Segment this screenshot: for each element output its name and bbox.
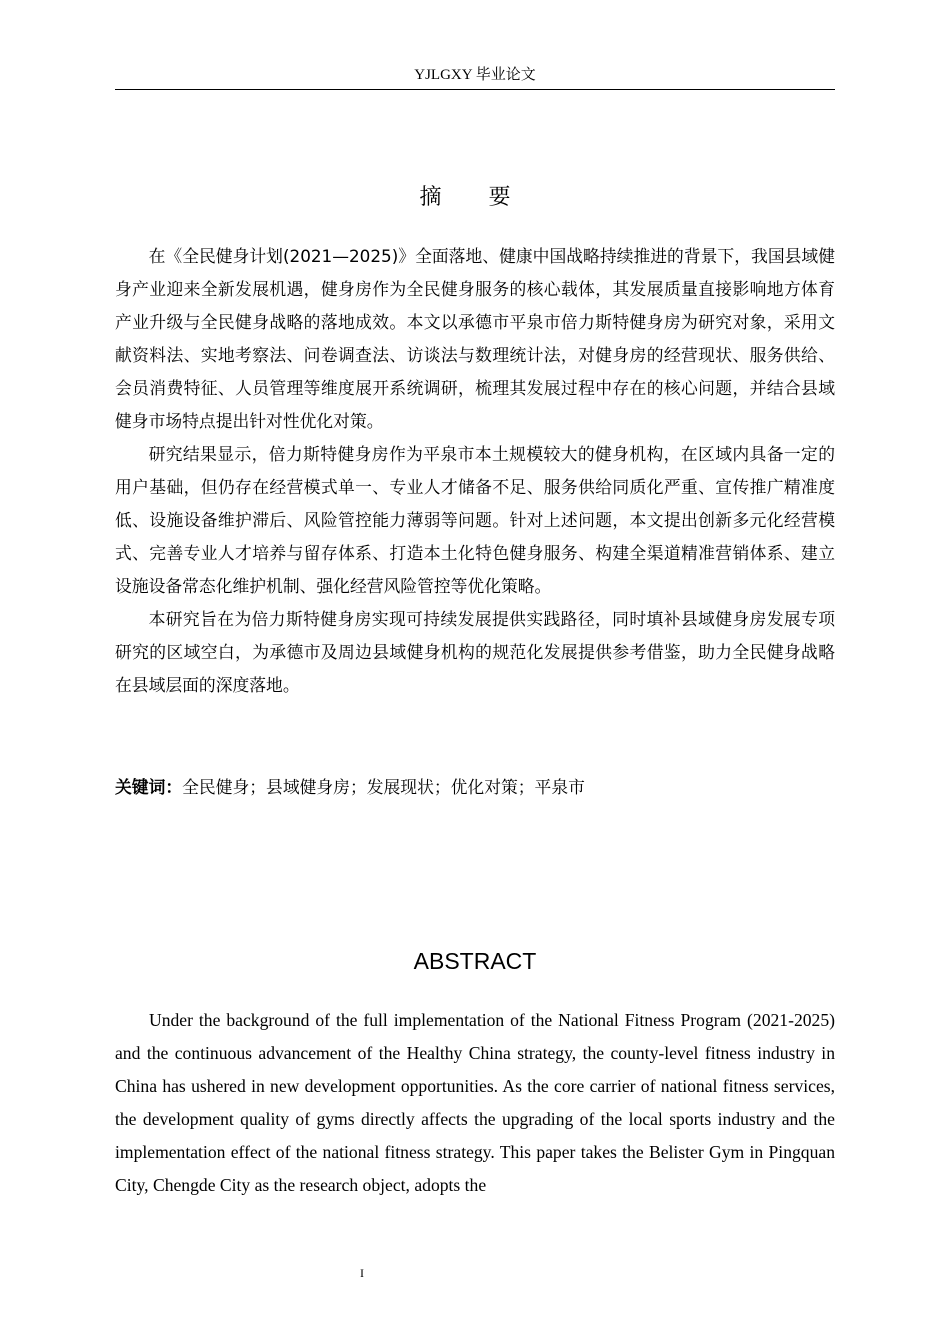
keywords-label: 关键词： <box>115 777 183 797</box>
header-rule <box>115 89 835 90</box>
abstract-zh-paragraph: 研究结果显示，倍力斯特健身房作为平泉市本土规模较大的健身机构，在区域内具备一定的用户基础，但仍存在经营模式单一、专业人才储备不足、服务供给同质化严重、宣传推广精准度低、设施设备维护滞后、风险管控能力薄弱等问题。针对上述问题，本文提出创新多元化经营模式、完善专业人才培养与留存体系、打造本土化特色健身服务、构建全渠道精准营销体系、建立设施设备常态化维护机制、强化经营风险管控等优化策略。 <box>115 444 835 596</box>
abstract-en-body <box>115 1004 835 1202</box>
abstract-en-title: ABSTRACT <box>413 948 537 974</box>
abstract-zh-paragraph: 本研究旨在为倍力斯特健身房实现可持续发展提供实践路径，同时填补县域健身房发展专项研究的区域空白，为承德市及周边县域健身机构的规范化发展提供参考借鉴，助力全民健身战略在县域层面的深度落地。 <box>115 609 835 695</box>
running-header: YJLGXY 毕业论文 <box>414 67 536 83</box>
abstract-zh-title: 摘 要 <box>419 185 531 210</box>
abstract-en-paragraph: Under the background of the full implementation of the National Fitness Program (2021-2025) and the continuous advancement of the Healthy China strategy, the county-level fitness industry in China has ushered in new development opportunities. As the core carrier of national fitness services, the development quality of gyms directly affects the upgrading of the local sports industry and the implementation effect of the national fitness strategy. This paper takes the Belister Gym in Pingquan City, Chengde City as the research object, adopts the <box>115 1010 835 1195</box>
page-number: I <box>360 1266 364 1280</box>
keywords-text: 全民健身；县域健身房；发展现状；优化对策；平泉市 <box>182 777 585 797</box>
keywords-line <box>115 771 835 804</box>
abstract-zh-paragraph: 在《全民健身计划(2021—2025)》全面落地、健康中国战略持续推进的背景下，我国县域健身产业迎来全新发展机遇，健身房作为全民健身服务的核心载体，其发展质量直接影响地方体育产业升级与全民健身战略的落地成效。本文以承德市平泉市倍力斯特健身房为研究对象，采用文献资料法、实地考察法、问卷调查法、访谈法与数理统计法，对健身房的经营现状、服务供给、会员消费特征、人员管理等维度展开系统调研，梳理其发展过程中存在的核心问题，并结合县域健身市场特点提出针对性优化对策。 <box>115 246 835 431</box>
abstract-zh-body <box>115 240 835 702</box>
